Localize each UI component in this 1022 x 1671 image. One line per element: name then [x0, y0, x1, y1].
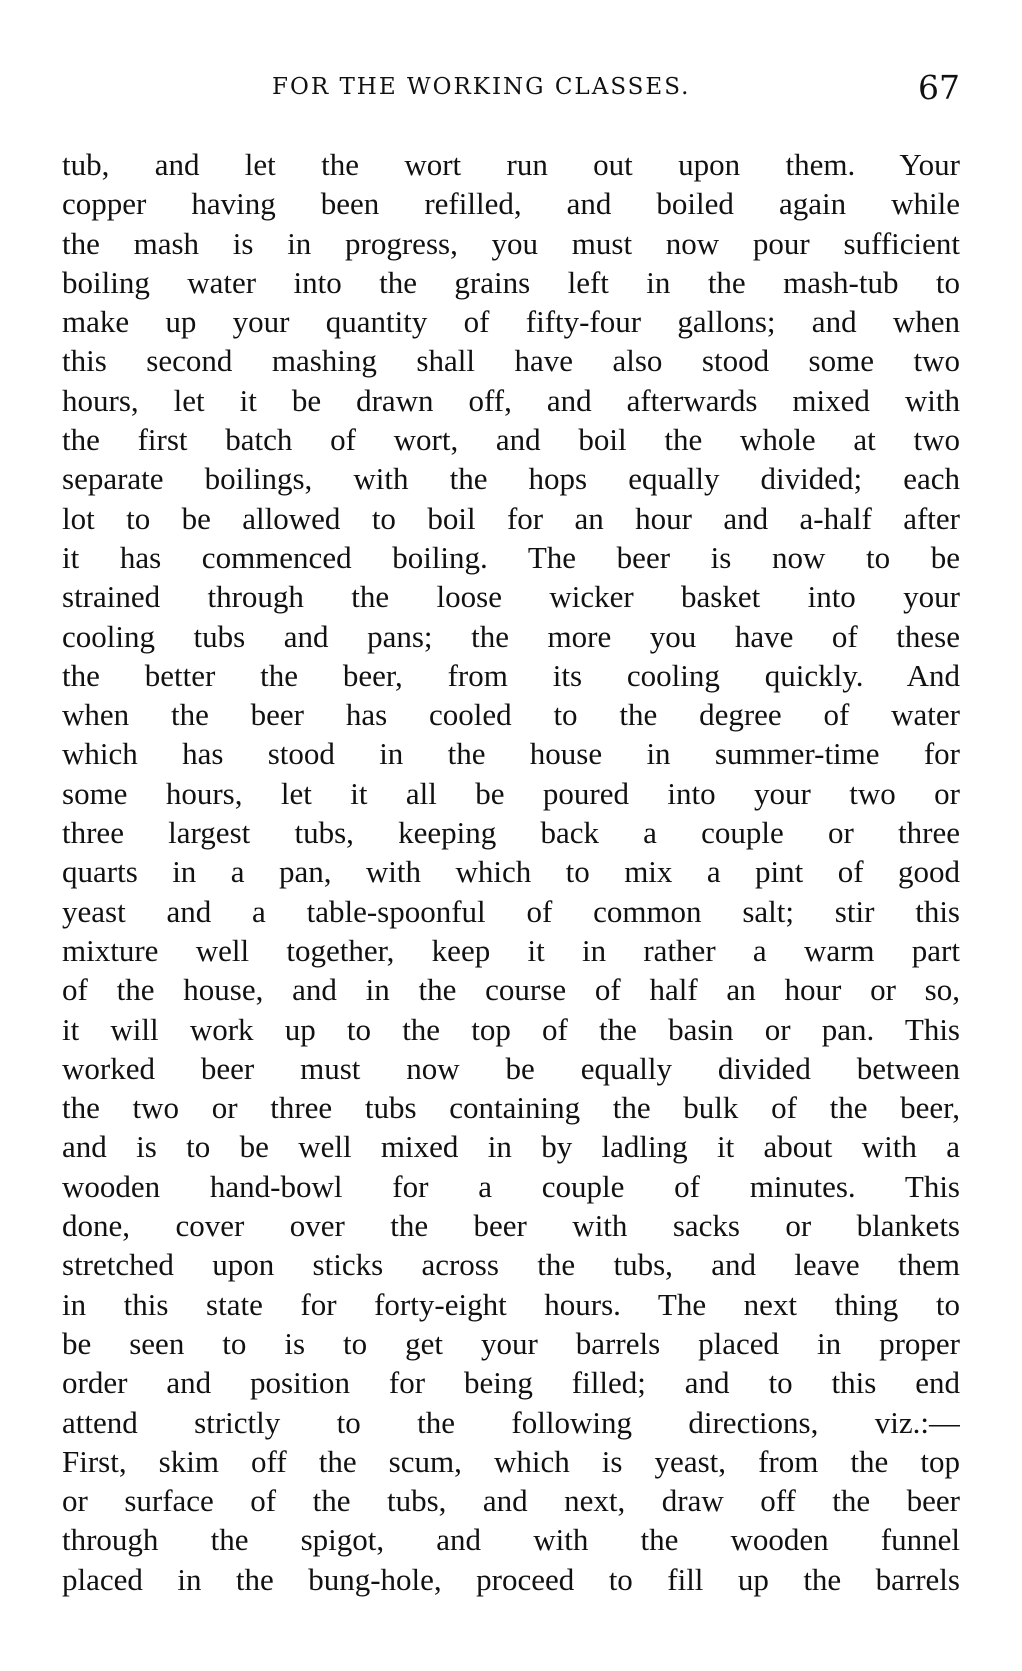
text-line: order and position for being filled; and to this end: [62, 1365, 960, 1401]
body-text: [62, 145, 960, 1599]
text-line: yeast and a table-spoonful of common salt; stir this: [62, 893, 960, 929]
text-line: when the beer has cooled to the degree of water: [62, 697, 960, 733]
text-line: the two or three tubs containing the bulk of the beer,: [62, 1090, 960, 1126]
text-line: stretched upon sticks across the tubs, and leave them: [62, 1247, 960, 1283]
text-line: worked beer must now be equally divided between: [62, 1050, 960, 1086]
text-line: copper having been refilled, and boiled again while: [62, 186, 960, 222]
text-line: in this state for forty-eight hours. The next thing to: [62, 1286, 960, 1322]
text-line: through the spigot, and with the wooden funnel: [62, 1522, 960, 1558]
text-line: three largest tubs, keeping back a couple or three: [62, 815, 960, 851]
text-line: be seen to is to get your barrels placed in proper: [62, 1325, 960, 1361]
page-number: 67: [918, 68, 960, 107]
text-line: First, skim off the scum, which is yeast, from the top: [62, 1443, 960, 1479]
text-line: cooling tubs and pans; the more you have of these: [62, 618, 960, 654]
text-line: the mash is in progress, you must now pour sufficient: [62, 225, 960, 261]
text-line: boiling water into the grains left in the mash-tub to: [62, 264, 960, 300]
text-line: the first batch of wort, and boil the whole at two: [62, 422, 960, 458]
text-line: placed in the bung-hole, proceed to fill up the barrels: [62, 1561, 960, 1597]
text-line: hours, let it be drawn off, and afterwards mixed with: [62, 382, 960, 418]
text-line: this second mashing shall have also stood some two: [62, 343, 960, 379]
text-line: the better the beer, from its cooling quickly. And: [62, 657, 960, 693]
text-line: mixture well together, keep it in rather a warm part: [62, 932, 960, 968]
page-header: [62, 68, 960, 108]
text-line: and is to be well mixed in by ladling it about with a: [62, 1129, 960, 1165]
text-line: which has stood in the house in summer-time for: [62, 736, 960, 772]
text-line: attend strictly to the following directions, viz.:—: [62, 1404, 960, 1440]
text-line: of the house, and in the course of half an hour or so,: [62, 972, 960, 1008]
text-line: separate boilings, with the hops equally divided; each: [62, 461, 960, 497]
text-line: it will work up to the top of the basin or pan. This: [62, 1011, 960, 1047]
text-line: strained through the loose wicker basket into your: [62, 579, 960, 615]
text-line: tub, and let the wort run out upon them. Your: [62, 147, 960, 182]
text-line: done, cover over the beer with sacks or blankets: [62, 1208, 960, 1244]
text-line: it has commenced boiling. The beer is now to be: [62, 539, 960, 575]
text-line: some hours, let it all be poured into your two or: [62, 775, 960, 811]
text-line: make up your quantity of fifty-four gallons; and when: [62, 304, 960, 340]
running-title: FOR THE WORKING CLASSES.: [272, 74, 691, 100]
text-line: or surface of the tubs, and next, draw off the beer: [62, 1483, 960, 1519]
text-line: quarts in a pan, with which to mix a pint of good: [62, 854, 960, 890]
text-line: lot to be allowed to boil for an hour and a-half after: [62, 500, 960, 536]
text-line: wooden hand-bowl for a couple of minutes. This: [62, 1168, 960, 1204]
